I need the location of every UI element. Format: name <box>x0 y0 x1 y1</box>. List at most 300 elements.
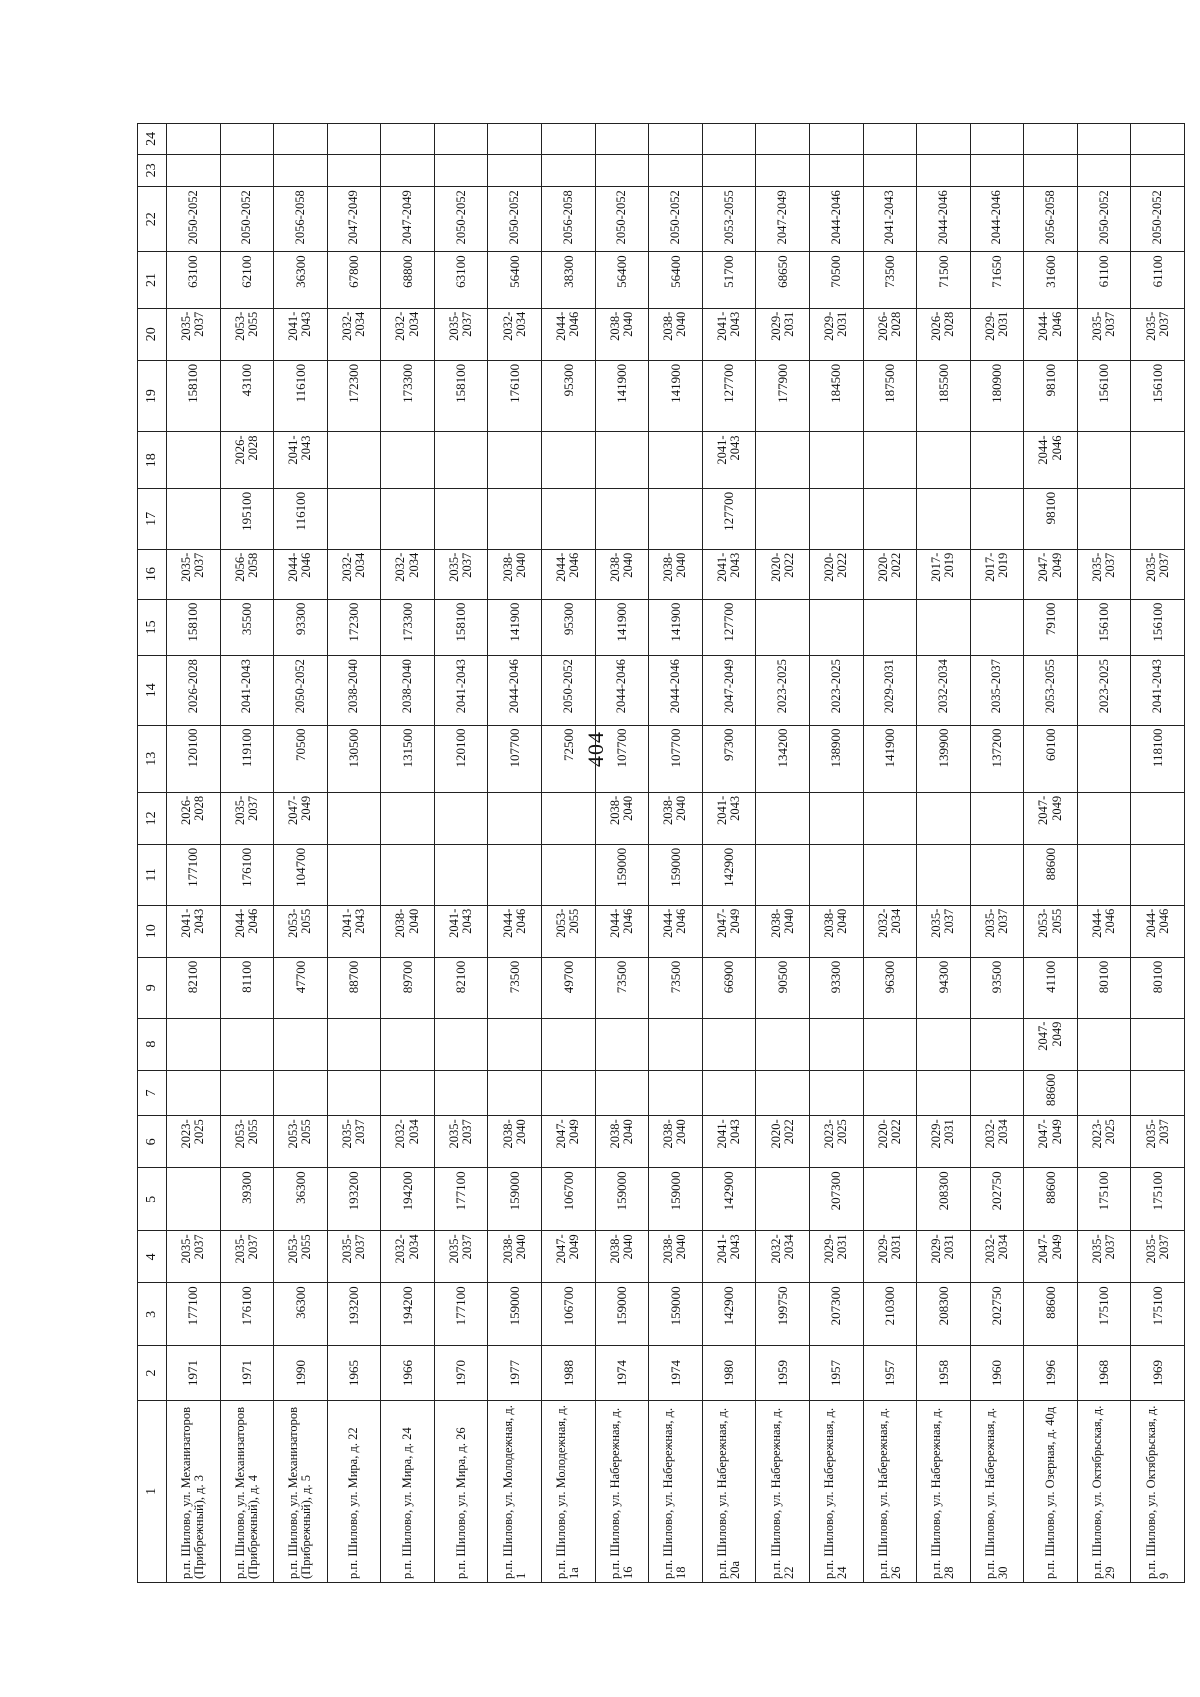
table-cell <box>220 1070 274 1116</box>
address-cell: р.п. Шилово, ул. Механизаторов (Прибрежный), д. 4 <box>220 1400 274 1582</box>
table-cell: 141900 <box>595 599 649 655</box>
table-cell: 175100 <box>1077 1168 1131 1231</box>
table-cell: 1958 <box>917 1346 971 1400</box>
table-cell <box>1077 488 1131 549</box>
address-cell: р.п. Шилово, ул. Механизаторов (Прибрежный), д. 5 <box>274 1400 328 1582</box>
table-cell: 56400 <box>595 252 649 308</box>
address-cell: р.п. Шилово, ул. Молодежная, д. 1а <box>542 1400 596 1582</box>
table-cell: 2044-2046 <box>595 905 649 957</box>
column-header-3: 3 <box>138 1283 167 1346</box>
table-cell <box>809 1070 863 1116</box>
table-cell: 156100 <box>1131 599 1185 655</box>
table-cell: 1965 <box>327 1346 381 1400</box>
table-cell: 180900 <box>970 360 1024 432</box>
table-cell: 127700 <box>702 599 756 655</box>
table-cell: 96300 <box>863 957 917 1018</box>
table-cell <box>649 1018 703 1070</box>
table-cell <box>1131 1070 1185 1116</box>
table-row <box>863 124 917 1583</box>
table-cell: 1977 <box>488 1346 542 1400</box>
table-cell <box>220 124 274 155</box>
table-cell: 36300 <box>274 252 328 308</box>
table-cell: 2035-2037 <box>434 1116 488 1168</box>
table-cell: 119100 <box>220 725 274 792</box>
table-cell <box>327 154 381 187</box>
table-cell <box>863 432 917 488</box>
table-cell: 159000 <box>595 1283 649 1346</box>
table-cell: 2035-2037 <box>970 656 1024 725</box>
table-cell: 116100 <box>274 488 328 549</box>
table-cell: 210300 <box>863 1283 917 1346</box>
table-cell: 2041-2043 <box>220 656 274 725</box>
table-cell <box>381 1018 435 1070</box>
table-cell <box>381 154 435 187</box>
table-cell <box>488 488 542 549</box>
table-cell: 156100 <box>1077 599 1131 655</box>
table-cell: 2038-2040 <box>756 905 810 957</box>
table-cell: 70500 <box>809 252 863 308</box>
table-cell: 2050-2052 <box>220 187 274 252</box>
column-header-24: 24 <box>138 124 167 155</box>
table-cell <box>863 1168 917 1231</box>
table-cell: 2050-2052 <box>434 187 488 252</box>
table-cell <box>863 599 917 655</box>
table-cell <box>595 1018 649 1070</box>
table-cell: 142900 <box>702 1283 756 1346</box>
table-cell: 2041-2043 <box>702 549 756 599</box>
table-cell <box>381 124 435 155</box>
address-cell: р.п. Шилово, ул. Набережная, д. 26 <box>863 1400 917 1582</box>
table-cell <box>756 792 810 844</box>
table-cell: 2041-2043 <box>434 905 488 957</box>
table-cell: 1957 <box>809 1346 863 1400</box>
table-cell: 1988 <box>542 1346 596 1400</box>
table-cell: 116100 <box>274 360 328 432</box>
table-cell: 194200 <box>381 1283 435 1346</box>
address-cell: р.п. Шилово, ул. Набережная, д. 28 <box>917 1400 971 1582</box>
table-cell <box>917 844 971 905</box>
table-cell: 2047-2049 <box>542 1116 596 1168</box>
table-cell: 73500 <box>649 957 703 1018</box>
table-cell: 158100 <box>434 599 488 655</box>
table-row <box>381 124 435 1583</box>
table-cell: 2041-2043 <box>702 432 756 488</box>
table-row <box>488 124 542 1583</box>
table-cell: 208300 <box>917 1168 971 1231</box>
table-cell <box>1131 432 1185 488</box>
table-cell: 1971 <box>220 1346 274 1400</box>
table-cell: 2047-2049 <box>702 656 756 725</box>
table-row <box>1024 124 1078 1583</box>
table-cell <box>756 1018 810 1070</box>
column-header-13: 13 <box>138 725 167 792</box>
table-cell <box>970 599 1024 655</box>
table-cell: 2035-2037 <box>167 308 221 360</box>
table-cell: 97300 <box>702 725 756 792</box>
table-cell: 2035-2037 <box>1131 1116 1185 1168</box>
table-cell: 159000 <box>649 844 703 905</box>
table-cell: 2047-2049 <box>1024 792 1078 844</box>
table-cell: 106700 <box>542 1168 596 1231</box>
table-row <box>434 124 488 1583</box>
table-cell <box>434 792 488 844</box>
table-cell: 2017-2019 <box>970 549 1024 599</box>
table-cell: 1970 <box>434 1346 488 1400</box>
table-cell: 39300 <box>220 1168 274 1231</box>
table-cell <box>917 792 971 844</box>
table-cell: 2023-2025 <box>756 656 810 725</box>
column-header-6: 6 <box>138 1116 167 1168</box>
table-cell: 2029-2031 <box>809 1231 863 1283</box>
table-cell <box>1131 844 1185 905</box>
table-cell <box>970 792 1024 844</box>
table-cell <box>488 1018 542 1070</box>
table-cell: 2056-2058 <box>542 187 596 252</box>
table-cell <box>809 154 863 187</box>
table-cell: 120100 <box>434 725 488 792</box>
table-cell <box>434 1070 488 1116</box>
column-header-17: 17 <box>138 488 167 549</box>
table-cell: 2044-2046 <box>542 549 596 599</box>
table-cell: 2023-2025 <box>809 656 863 725</box>
table-cell: 2038-2040 <box>595 792 649 844</box>
table-cell: 2044-2046 <box>649 905 703 957</box>
address-cell: р.п. Шилово, ул. Набережная, д. 22 <box>756 1400 810 1582</box>
table-cell <box>488 154 542 187</box>
table-cell: 172300 <box>327 360 381 432</box>
table-cell <box>756 844 810 905</box>
address-cell: р.п. Шилово, ул. Молодежная, д. 1 <box>488 1400 542 1582</box>
table-cell: 2035-2037 <box>434 549 488 599</box>
address-cell: р.п. Шилово, ул. Механизаторов (Прибрежный), д. 3 <box>167 1400 221 1582</box>
table-cell: 2020-2022 <box>756 1116 810 1168</box>
table-cell <box>756 124 810 155</box>
table-cell <box>1077 1070 1131 1116</box>
table-cell <box>1131 124 1185 155</box>
table-cell <box>809 792 863 844</box>
table-cell <box>381 844 435 905</box>
table-cell: 137200 <box>970 725 1024 792</box>
table-cell: 2038-2040 <box>595 1231 649 1283</box>
data-table <box>137 123 1185 1583</box>
table-cell: 2053-2055 <box>1024 656 1078 725</box>
table-cell: 1974 <box>649 1346 703 1400</box>
table-cell: 158100 <box>167 599 221 655</box>
table-cell: 94300 <box>917 957 971 1018</box>
column-header-12: 12 <box>138 792 167 844</box>
table-cell <box>917 488 971 549</box>
table-cell: 130500 <box>327 725 381 792</box>
table-cell: 2047-2049 <box>1024 1116 1078 1168</box>
table-cell: 173300 <box>381 360 435 432</box>
table-cell <box>702 154 756 187</box>
table-cell <box>1077 124 1131 155</box>
table-cell <box>1131 154 1185 187</box>
table-cell: 141900 <box>863 725 917 792</box>
table-cell: 1990 <box>274 1346 328 1400</box>
table-cell: 2041-2043 <box>702 1116 756 1168</box>
page-number: 404 <box>583 731 608 767</box>
table-cell <box>863 1018 917 1070</box>
table-cell: 80100 <box>1131 957 1185 1018</box>
table-cell: 68650 <box>756 252 810 308</box>
table-cell: 88700 <box>327 957 381 1018</box>
table-cell <box>756 488 810 549</box>
table-cell: 93500 <box>970 957 1024 1018</box>
table-cell <box>542 124 596 155</box>
table-row <box>274 124 328 1583</box>
table-cell: 142900 <box>702 1168 756 1231</box>
table-cell: 36300 <box>274 1283 328 1346</box>
column-header-16: 16 <box>138 549 167 599</box>
table-cell <box>595 488 649 549</box>
table-cell: 1957 <box>863 1346 917 1400</box>
table-cell <box>327 792 381 844</box>
table-cell: 2023-2025 <box>1077 656 1131 725</box>
table-cell <box>167 432 221 488</box>
table-cell <box>809 1018 863 1070</box>
table-cell <box>917 124 971 155</box>
table-cell: 72500 <box>542 725 596 792</box>
table-cell <box>167 1018 221 1070</box>
table-cell <box>327 1018 381 1070</box>
table-cell: 2020-2022 <box>809 549 863 599</box>
table-cell <box>327 488 381 549</box>
table-cell: 2026-2028 <box>863 308 917 360</box>
table-cell: 73500 <box>595 957 649 1018</box>
table-cell: 88600 <box>1024 844 1078 905</box>
table-cell: 2044-2046 <box>917 187 971 252</box>
table-cell: 2032-2034 <box>381 1116 435 1168</box>
table-cell: 2041-2043 <box>1131 656 1185 725</box>
address-cell: р.п. Шилово, ул. Набережная, д. 18 <box>649 1400 703 1582</box>
table-cell: 138900 <box>809 725 863 792</box>
table-cell <box>167 1168 221 1231</box>
table-cell: 2017-2019 <box>917 549 971 599</box>
table-cell: 2041-2043 <box>274 308 328 360</box>
table-cell <box>970 1018 1024 1070</box>
table-cell: 2035-2037 <box>167 1231 221 1283</box>
table-cell: 73500 <box>488 957 542 1018</box>
table-cell: 2038-2040 <box>809 905 863 957</box>
table-cell: 2032-2034 <box>381 308 435 360</box>
table-cell <box>381 488 435 549</box>
column-header-8: 8 <box>138 1018 167 1070</box>
table-cell: 2041-2043 <box>702 308 756 360</box>
table-cell: 202750 <box>970 1168 1024 1231</box>
table-cell: 2047-2049 <box>274 792 328 844</box>
table-cell: 2020-2022 <box>756 549 810 599</box>
table-cell: 185500 <box>917 360 971 432</box>
table-cell <box>649 1070 703 1116</box>
table-cell <box>863 488 917 549</box>
table-row <box>970 124 1024 1583</box>
table-cell: 176100 <box>220 1283 274 1346</box>
table-cell <box>542 432 596 488</box>
table-cell: 2053-2055 <box>274 1231 328 1283</box>
table-cell: 2056-2058 <box>1024 187 1078 252</box>
table-cell: 106700 <box>542 1283 596 1346</box>
table-cell <box>970 124 1024 155</box>
table-cell: 177100 <box>434 1283 488 1346</box>
table-cell: 175100 <box>1077 1283 1131 1346</box>
table-cell: 2050-2052 <box>274 656 328 725</box>
column-header-4: 4 <box>138 1231 167 1283</box>
table-cell: 2050-2052 <box>488 187 542 252</box>
table-cell: 2035-2037 <box>327 1231 381 1283</box>
column-header-7: 7 <box>138 1070 167 1116</box>
table-cell: 175100 <box>1131 1168 1185 1231</box>
table-cell <box>917 154 971 187</box>
table-cell: 2038-2040 <box>381 905 435 957</box>
column-header-15: 15 <box>138 599 167 655</box>
table-cell: 2035-2037 <box>434 308 488 360</box>
table-cell <box>167 124 221 155</box>
table-cell: 49700 <box>542 957 596 1018</box>
column-header-11: 11 <box>138 844 167 905</box>
table-cell: 2041-2043 <box>327 905 381 957</box>
table-row <box>595 124 649 1583</box>
table-cell: 207300 <box>809 1168 863 1231</box>
table-cell: 176100 <box>488 360 542 432</box>
table-cell: 2050-2052 <box>595 187 649 252</box>
table-cell: 131500 <box>381 725 435 792</box>
header-row <box>138 124 167 1583</box>
table-cell: 207300 <box>809 1283 863 1346</box>
column-header-9: 9 <box>138 957 167 1018</box>
table-cell: 2053-2055 <box>220 308 274 360</box>
table-cell: 141900 <box>649 599 703 655</box>
table-cell: 63100 <box>167 252 221 308</box>
table-cell: 2050-2052 <box>542 656 596 725</box>
address-cell: р.п. Шилово, ул. Мира, д. 24 <box>381 1400 435 1582</box>
table-cell <box>434 844 488 905</box>
table-cell: 2038-2040 <box>649 308 703 360</box>
table-cell: 2050-2052 <box>1131 187 1185 252</box>
table-cell: 2026-2028 <box>917 308 971 360</box>
table-cell: 2023-2025 <box>809 1116 863 1168</box>
table-cell: 194200 <box>381 1168 435 1231</box>
table-cell: 2044-2046 <box>542 308 596 360</box>
table-row <box>220 124 274 1583</box>
table-cell: 2023-2025 <box>167 1116 221 1168</box>
table-cell: 88600 <box>1024 1070 1078 1116</box>
table-cell <box>220 154 274 187</box>
table-cell: 93300 <box>809 957 863 1018</box>
table-cell: 208300 <box>917 1283 971 1346</box>
table-cell: 2035-2037 <box>1077 308 1131 360</box>
table-cell <box>702 1018 756 1070</box>
table-row <box>917 124 971 1583</box>
table-cell: 2038-2040 <box>488 549 542 599</box>
table-cell <box>488 432 542 488</box>
table-cell: 141900 <box>595 360 649 432</box>
table-cell: 120100 <box>167 725 221 792</box>
table-cell: 2038-2040 <box>381 656 435 725</box>
table-cell: 2044-2046 <box>488 656 542 725</box>
table-cell: 93300 <box>274 599 328 655</box>
table-cell <box>220 1018 274 1070</box>
table-cell: 2047-2049 <box>381 187 435 252</box>
table-cell: 2050-2052 <box>167 187 221 252</box>
table-cell <box>167 1070 221 1116</box>
table-cell: 127700 <box>702 360 756 432</box>
table-cell <box>917 432 971 488</box>
table-cell: 2041-2043 <box>167 905 221 957</box>
table-row <box>327 124 381 1583</box>
table-cell: 2044-2046 <box>1024 308 1078 360</box>
table-cell <box>327 124 381 155</box>
table-cell: 2032-2034 <box>756 1231 810 1283</box>
column-header-2: 2 <box>138 1346 167 1400</box>
table-cell: 2041-2043 <box>863 187 917 252</box>
table-cell: 80100 <box>1077 957 1131 1018</box>
table-cell: 156100 <box>1131 360 1185 432</box>
table-cell <box>970 432 1024 488</box>
table-cell: 2044-2046 <box>970 187 1024 252</box>
table-cell: 202750 <box>970 1283 1024 1346</box>
table-cell: 177100 <box>167 844 221 905</box>
table-cell: 134200 <box>756 725 810 792</box>
table-cell: 2035-2037 <box>1131 1231 1185 1283</box>
table-cell: 107700 <box>488 725 542 792</box>
table-cell: 2053-2055 <box>542 905 596 957</box>
table-cell <box>1077 844 1131 905</box>
table-cell: 88600 <box>1024 1168 1078 1231</box>
address-cell: р.п. Шилово, ул. Октябрьская, д. 9 <box>1131 1400 1185 1582</box>
table-cell: 2029-2031 <box>970 308 1024 360</box>
table-cell: 2032-2034 <box>970 1231 1024 1283</box>
table-cell: 139900 <box>917 725 971 792</box>
table-cell <box>434 432 488 488</box>
table-cell: 2038-2040 <box>649 1231 703 1283</box>
table-cell: 82100 <box>167 957 221 1018</box>
column-header-10: 10 <box>138 905 167 957</box>
table-cell: 2044-2046 <box>488 905 542 957</box>
address-cell: р.п. Шилово, ул. Мира, д. 22 <box>327 1400 381 1582</box>
table-cell <box>917 1070 971 1116</box>
table-cell: 2044-2046 <box>649 656 703 725</box>
table-cell: 2035-2037 <box>327 1116 381 1168</box>
table-cell <box>381 792 435 844</box>
column-header-22: 22 <box>138 187 167 252</box>
table-cell: 2047-2049 <box>327 187 381 252</box>
table-cell: 2035-2037 <box>434 1231 488 1283</box>
table-cell: 199750 <box>756 1283 810 1346</box>
table-cell: 2056-2058 <box>220 549 274 599</box>
table-cell: 127700 <box>702 488 756 549</box>
table-cell <box>327 844 381 905</box>
table-cell: 70500 <box>274 725 328 792</box>
table-cell: 41100 <box>1024 957 1078 1018</box>
address-cell: р.п. Шилово, ул. Октябрьская, д. 29 <box>1077 1400 1131 1582</box>
table-cell <box>542 792 596 844</box>
table-cell <box>863 792 917 844</box>
table-cell: 2032-2034 <box>863 905 917 957</box>
table-cell: 2029-2031 <box>917 1231 971 1283</box>
table-row <box>702 124 756 1583</box>
table-cell <box>274 1018 328 1070</box>
table-cell <box>167 154 221 187</box>
table-cell: 47700 <box>274 957 328 1018</box>
table-cell: 177100 <box>167 1283 221 1346</box>
table-cell: 1980 <box>702 1346 756 1400</box>
table-cell: 156100 <box>1077 360 1131 432</box>
table-cell: 141900 <box>488 599 542 655</box>
table-cell: 193200 <box>327 1168 381 1231</box>
table-cell: 2020-2022 <box>863 549 917 599</box>
table-cell: 56400 <box>488 252 542 308</box>
